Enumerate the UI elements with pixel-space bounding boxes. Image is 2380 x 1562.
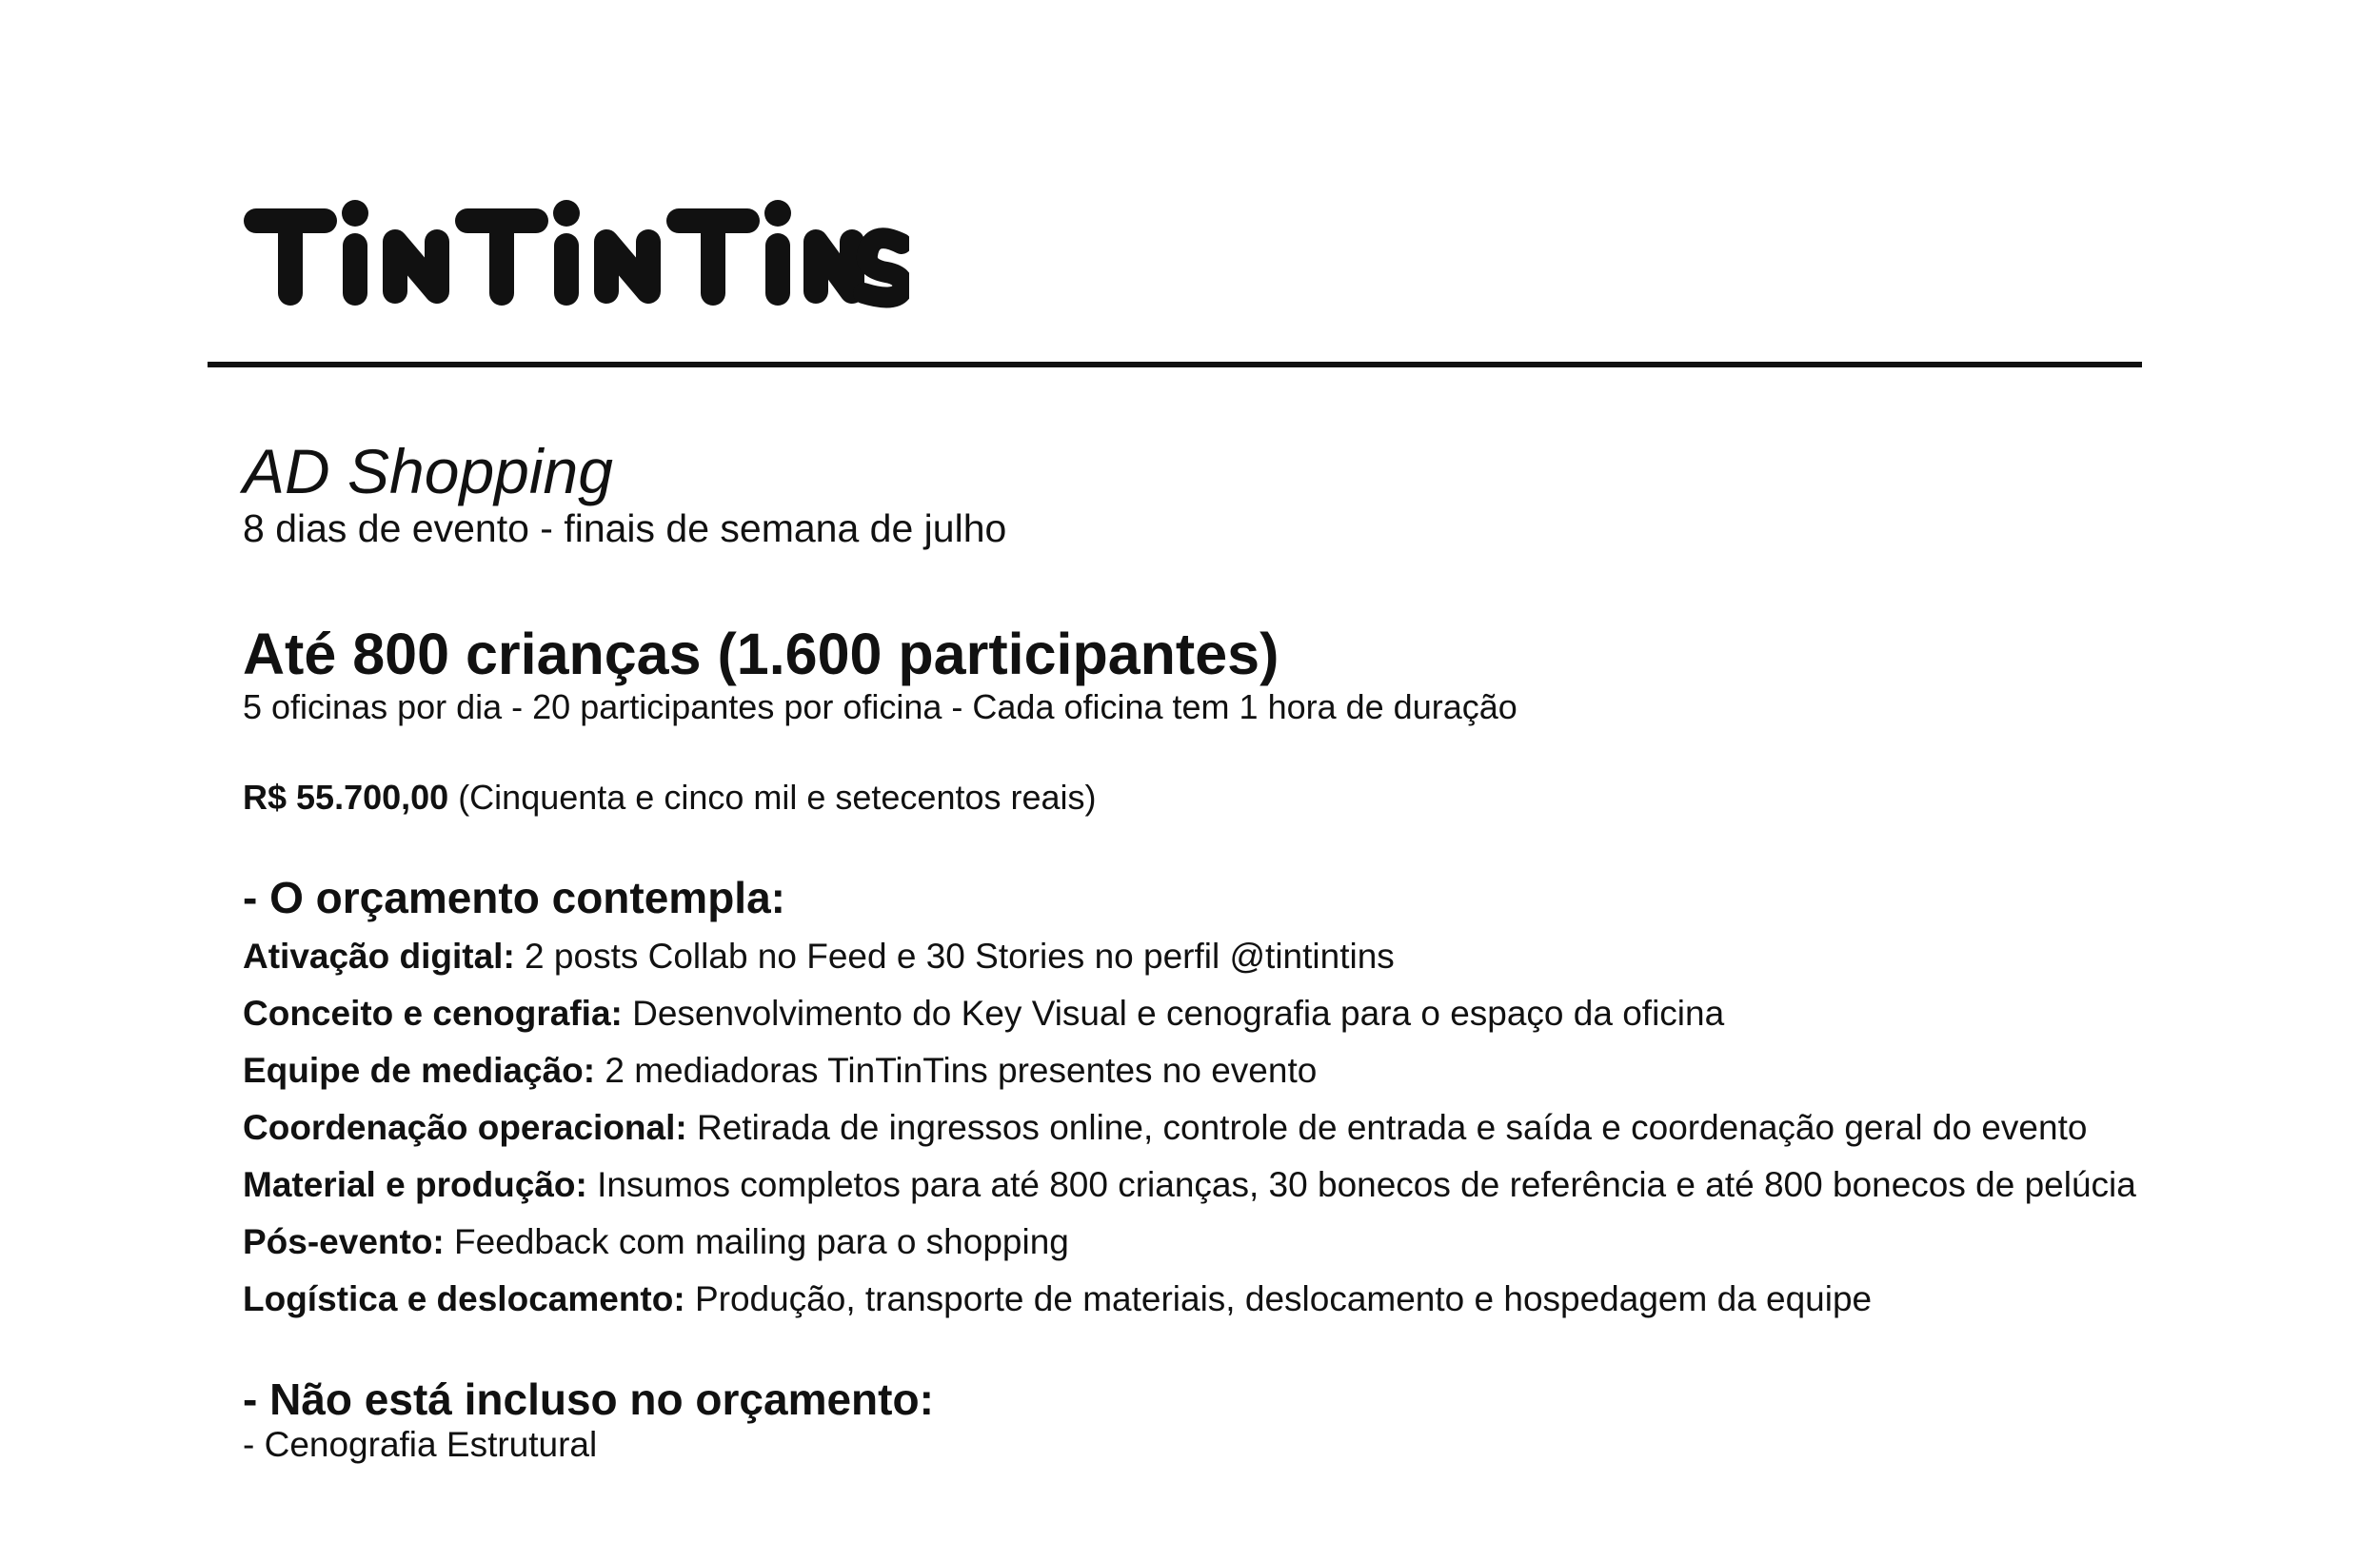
excluded-item: - Cenografia Estrutural [243, 1425, 598, 1464]
included-item [243, 1220, 1069, 1264]
included-item [243, 1106, 2087, 1150]
included-item-text: Desenvolvimento do Key Visual e cenografia para o espaço da oficina [622, 994, 1725, 1033]
price-amount: R$ 55.700,00 [243, 778, 449, 817]
header-divider [208, 362, 2142, 367]
included-item-text: Retirada de ingressos online, controle de entrada e saída e coordenação geral do evento [686, 1108, 2088, 1147]
included-item [243, 935, 1395, 979]
included-item-label: Pós-evento: [243, 1222, 445, 1261]
included-item-text: Insumos completos para até 800 crianças, 30 bonecos de referência e até 800 bonecos de pelúcia [586, 1165, 2136, 1204]
included-item-label: Material e produção: [243, 1165, 587, 1204]
included-item-label: Conceito e cenografia: [243, 994, 623, 1033]
included-title: - O orçamento contempla: [243, 873, 785, 922]
venue-name: AD Shopping [243, 436, 613, 506]
excluded-title: - Não está incluso no orçamento: [243, 1374, 934, 1424]
included-item-label: Coordenação operacional: [243, 1108, 687, 1147]
included-item-label: Logística e deslocamento: [243, 1279, 685, 1318]
included-item-label: Ativação digital: [243, 937, 515, 976]
included-item [243, 992, 1724, 1036]
included-item [243, 1277, 1872, 1321]
included-item-text: Produção, transporte de materiais, deslocamento e hospedagem da equipe [684, 1279, 1873, 1318]
included-item [243, 1163, 2136, 1207]
included-item-text: Feedback com mailing para o shopping [444, 1222, 1069, 1261]
headline-title: Até 800 crianças (1.600 participantes) [243, 622, 1279, 686]
price-line [243, 776, 1097, 820]
venue-details: 8 dias de evento - finais de semana de julho [243, 506, 1007, 550]
included-item-text: 2 mediadoras TinTinTins presentes no evento [595, 1051, 1318, 1090]
included-item [243, 1049, 1317, 1093]
included-item-text: 2 posts Collab no Feed e 30 Stories no perfil @tintintins [514, 937, 1395, 976]
included-item-label: Equipe de mediação: [243, 1051, 596, 1090]
brand-logo [243, 181, 909, 314]
price-in-words: (Cinquenta e cinco mil e setecentos reais) [448, 778, 1097, 817]
headline-subtitle: 5 oficinas por dia - 20 participantes por oficina - Cada oficina tem 1 hora de duração [243, 687, 1517, 726]
tintintins-wordmark-icon [243, 181, 909, 314]
